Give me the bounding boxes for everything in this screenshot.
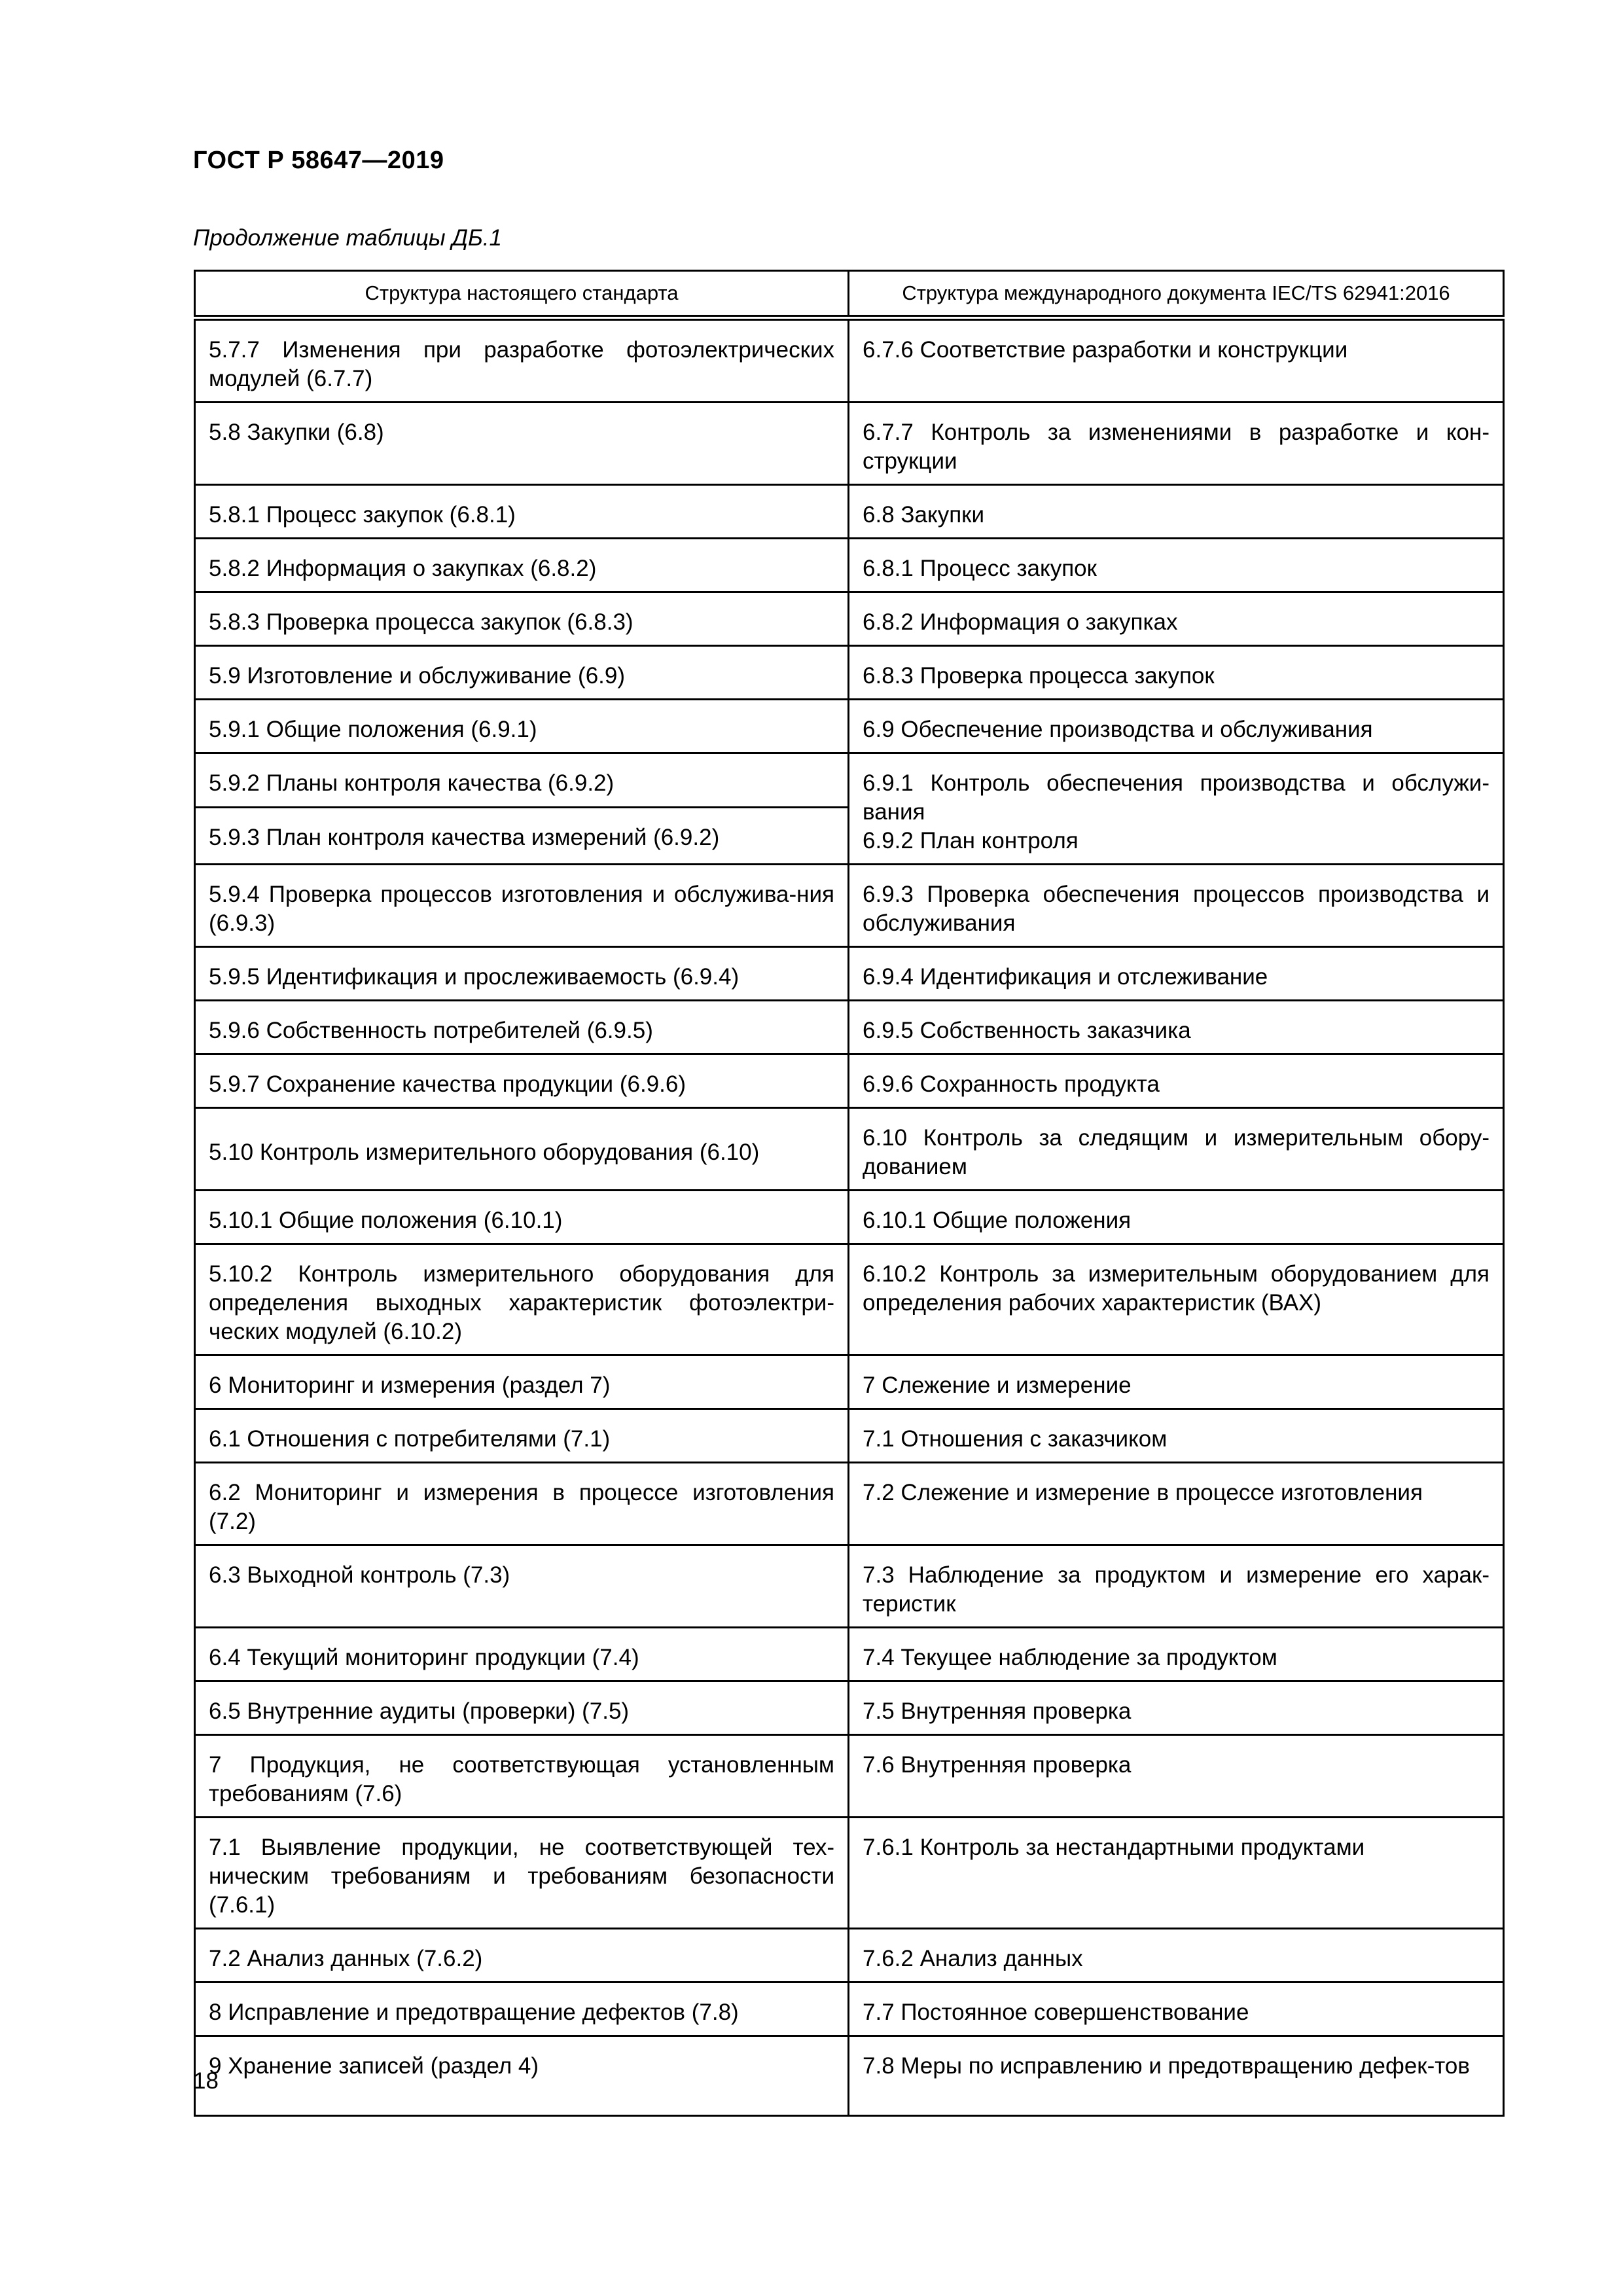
table-header-row xyxy=(195,271,1504,318)
left-cell: 6.3 Выходной контроль (7.3) xyxy=(195,1545,849,1628)
table-row xyxy=(195,1982,1504,2036)
table-row xyxy=(195,1545,1504,1628)
left-cell: 6.5 Внутренние аудиты (проверки) (7.5) xyxy=(195,1681,849,1735)
table-row xyxy=(195,1681,1504,1735)
left-cell: 9 Хранение записей (раздел 4) xyxy=(195,2036,849,2116)
table-row xyxy=(195,700,1504,753)
table-row xyxy=(195,947,1504,1001)
left-cell: 5.9.4 Проверка процессов изготовления и обслужива-ния (6.9.3) xyxy=(195,865,849,947)
table-row xyxy=(195,485,1504,539)
left-cell: 6.4 Текущий мониторинг продукции (7.4) xyxy=(195,1628,849,1681)
table-row xyxy=(195,592,1504,646)
column-header-international-document: Структура международного документа IEC/TS 62941:2016 xyxy=(849,271,1504,318)
right-cell-line: 6.9.1 Контроль обеспечения производства и обслужи-вания xyxy=(863,770,1489,825)
right-cell-line: 6.9.2 План контроля xyxy=(863,828,1079,853)
right-cell: 6.7.6 Соответствие разработки и конструкции xyxy=(849,318,1504,403)
right-cell: 6.7.7 Контроль за изменениями в разработке и кон-струкции xyxy=(849,403,1504,485)
right-cell: 7.6.2 Анализ данных xyxy=(849,1929,1504,1982)
table-row xyxy=(195,1463,1504,1545)
document-code: ГОСТ Р 58647—2019 xyxy=(193,147,444,174)
right-cell: 6.8 Закупки xyxy=(849,485,1504,539)
table-row xyxy=(195,1409,1504,1463)
left-cell: 5.8.2 Информация о закупках (6.8.2) xyxy=(195,539,849,592)
left-cell: 5.8.3 Проверка процесса закупок (6.8.3) xyxy=(195,592,849,646)
right-cell: 6.8.2 Информация о закупках xyxy=(849,592,1504,646)
left-cell: 5.8.1 Процесс закупок (6.8.1) xyxy=(195,485,849,539)
right-cell: 7.4 Текущее наблюдение за продуктом xyxy=(849,1628,1504,1681)
right-cell: 6.10.1 Общие положения xyxy=(849,1191,1504,1244)
table-row xyxy=(195,1001,1504,1054)
left-cell: 5.9.3 План контроля качества измерений (6.9.2) xyxy=(195,808,849,865)
right-cell: 7.2 Слежение и измерение в процессе изготовления xyxy=(849,1463,1504,1545)
right-cell-merged xyxy=(849,753,1504,865)
table-row xyxy=(195,865,1504,947)
right-cell: 6.10.2 Контроль за измерительным оборудованием для определения рабочих характеристик (ВАХ) xyxy=(849,1244,1504,1355)
left-cell: 5.9.1 Общие положения (6.9.1) xyxy=(195,700,849,753)
table-row xyxy=(195,1108,1504,1191)
left-cell: 5.8 Закупки (6.8) xyxy=(195,403,849,485)
column-header-national-standard: Структура настоящего стандарта xyxy=(195,271,849,318)
table-row xyxy=(195,539,1504,592)
left-cell: 5.7.7 Изменения при разработке фотоэлектрических модулей (6.7.7) xyxy=(195,318,849,403)
right-cell: 7.7 Постоянное совершенствование xyxy=(849,1982,1504,2036)
right-cell: 7.6 Внутренняя проверка xyxy=(849,1735,1504,1818)
left-cell: 7.2 Анализ данных (7.6.2) xyxy=(195,1929,849,1982)
table-row xyxy=(195,318,1504,403)
right-cell: 7.5 Внутренняя проверка xyxy=(849,1681,1504,1735)
right-cell: 6.9.3 Проверка обеспечения процессов производства и обслуживания xyxy=(849,865,1504,947)
table-row xyxy=(195,753,1504,808)
left-cell: 7 Продукция, не соответствующая установленным требованиям (7.6) xyxy=(195,1735,849,1818)
left-cell: 5.9.2 Планы контроля качества (6.9.2) xyxy=(195,753,849,808)
left-cell: 5.9.6 Собственность потребителей (6.9.5) xyxy=(195,1001,849,1054)
right-cell: 7 Слежение и измерение xyxy=(849,1355,1504,1409)
table-row xyxy=(195,646,1504,700)
right-cell: 6.9.5 Собственность заказчика xyxy=(849,1001,1504,1054)
left-cell: 7.1 Выявление продукции, не соответствующей тех-ническим требованиям и требованиям безопасности (7.6.1) xyxy=(195,1818,849,1929)
right-cell: 6.10 Контроль за следящим и измерительным обору-дованием xyxy=(849,1108,1504,1191)
left-cell: 5.10 Контроль измерительного оборудования (6.10) xyxy=(195,1108,849,1191)
table-row xyxy=(195,403,1504,485)
right-cell: 7.3 Наблюдение за продуктом и измерение его харак-теристик xyxy=(849,1545,1504,1628)
page-number: 18 xyxy=(193,2068,219,2094)
left-cell: 5.10.2 Контроль измерительного оборудования для определения выходных характеристик фотоэлектри-ческих модулей (6.10.2) xyxy=(195,1244,849,1355)
left-cell: 6.2 Мониторинг и измерения в процессе изготовления (7.2) xyxy=(195,1463,849,1545)
table-row xyxy=(195,2036,1504,2116)
left-cell: 6 Мониторинг и измерения (раздел 7) xyxy=(195,1355,849,1409)
table-row xyxy=(195,1735,1504,1818)
right-cell: 6.8.3 Проверка процесса закупок xyxy=(849,646,1504,700)
table-caption: Продолжение таблицы ДБ.1 xyxy=(193,225,502,251)
table-row xyxy=(195,1191,1504,1244)
table-row xyxy=(195,1628,1504,1681)
right-cell: 7.1 Отношения с заказчиком xyxy=(849,1409,1504,1463)
left-cell: 5.9.7 Сохранение качества продукции (6.9.6) xyxy=(195,1054,849,1108)
left-cell: 6.1 Отношения с потребителями (7.1) xyxy=(195,1409,849,1463)
right-cell: 6.8.1 Процесс закупок xyxy=(849,539,1504,592)
right-cell: 6.9 Обеспечение производства и обслуживания xyxy=(849,700,1504,753)
left-cell: 5.9 Изготовление и обслуживание (6.9) xyxy=(195,646,849,700)
table-row xyxy=(195,1054,1504,1108)
right-cell: 7.8 Меры по исправлению и предотвращению дефек-тов xyxy=(849,2036,1504,2116)
left-cell: 5.10.1 Общие положения (6.10.1) xyxy=(195,1191,849,1244)
right-cell: 6.9.4 Идентификация и отслеживание xyxy=(849,947,1504,1001)
table-row xyxy=(195,1355,1504,1409)
table-row xyxy=(195,1929,1504,1982)
right-cell: 7.6.1 Контроль за нестандартными продуктами xyxy=(849,1818,1504,1929)
table-row xyxy=(195,1818,1504,1929)
structure-comparison-table xyxy=(194,270,1505,2117)
left-cell: 8 Исправление и предотвращение дефектов (7.8) xyxy=(195,1982,849,2036)
table-row xyxy=(195,1244,1504,1355)
right-cell: 6.9.6 Сохранность продукта xyxy=(849,1054,1504,1108)
left-cell: 5.9.5 Идентификация и прослеживаемость (6.9.4) xyxy=(195,947,849,1001)
